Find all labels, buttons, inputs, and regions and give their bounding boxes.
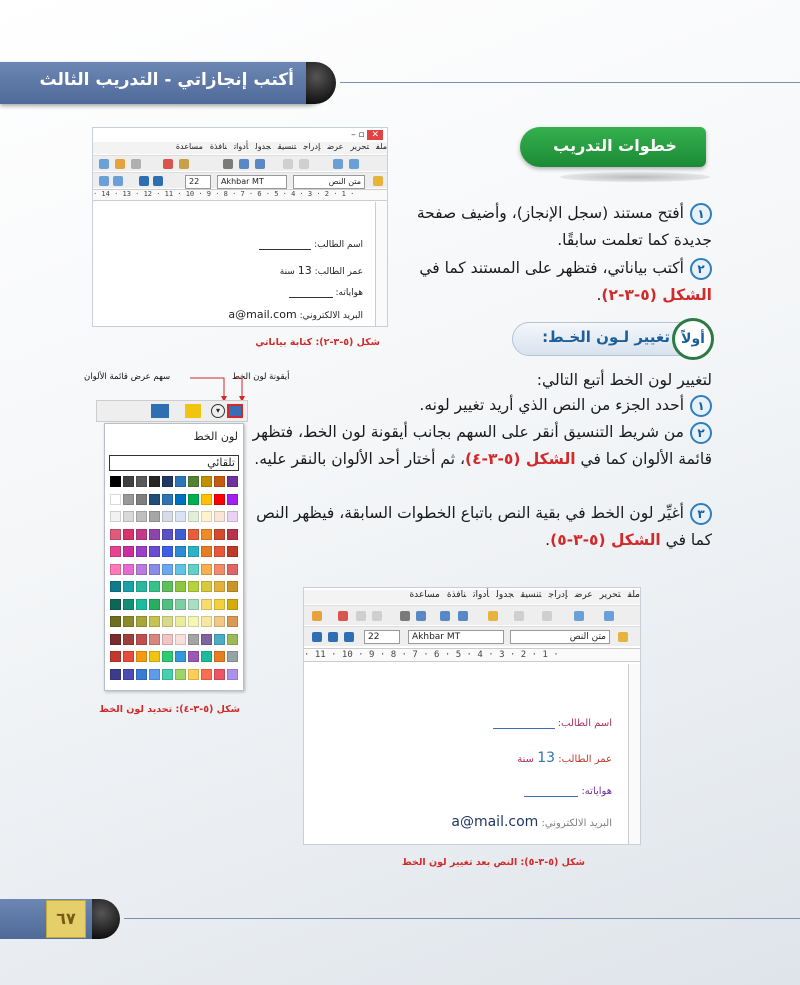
color-swatch[interactable] bbox=[110, 634, 121, 645]
color-swatch[interactable] bbox=[214, 599, 225, 610]
color-swatch[interactable] bbox=[110, 581, 121, 592]
font-name-combo[interactable]: Akhbar MT bbox=[217, 175, 287, 189]
color-swatch[interactable] bbox=[162, 494, 173, 505]
color-swatch[interactable] bbox=[123, 599, 134, 610]
color-swatch[interactable] bbox=[201, 651, 212, 662]
color-swatch[interactable] bbox=[136, 651, 147, 662]
menu-bar bbox=[93, 142, 387, 154]
font-shadow-icon[interactable] bbox=[328, 632, 338, 642]
color-swatch[interactable] bbox=[175, 476, 186, 487]
color-swatch[interactable] bbox=[175, 529, 186, 540]
horizontal-ruler: · 11 · 10 · 9 · 8 · 7 · 6 · 5 · 4 · 3 · 2 · 1 · bbox=[304, 648, 640, 662]
color-swatch[interactable] bbox=[201, 511, 212, 522]
color-swatch[interactable] bbox=[110, 529, 121, 540]
doc-name-line bbox=[259, 240, 363, 250]
color-swatch[interactable] bbox=[149, 616, 160, 627]
color-swatch[interactable] bbox=[149, 511, 160, 522]
age-value: 13 bbox=[297, 264, 312, 277]
color-swatch[interactable] bbox=[123, 546, 134, 557]
color-swatch[interactable] bbox=[162, 476, 173, 487]
standard-toolbar bbox=[93, 155, 387, 171]
color-swatch[interactable] bbox=[136, 564, 147, 575]
toolbar-icon[interactable] bbox=[458, 611, 468, 621]
step-number: ٢ bbox=[690, 422, 712, 444]
color-swatch[interactable] bbox=[162, 669, 173, 680]
color-swatch[interactable] bbox=[136, 529, 147, 540]
color-swatch[interactable] bbox=[214, 581, 225, 592]
color-swatch[interactable] bbox=[227, 669, 238, 680]
step-number: ٢ bbox=[690, 258, 712, 280]
color-swatch[interactable] bbox=[188, 581, 199, 592]
toolbar-icon[interactable] bbox=[131, 159, 141, 169]
menu-tools[interactable]: أدوات bbox=[473, 590, 490, 600]
color-swatch[interactable] bbox=[227, 634, 238, 645]
color-swatch[interactable] bbox=[201, 634, 212, 645]
color-swatch[interactable] bbox=[123, 476, 134, 487]
footer-cap bbox=[92, 899, 120, 939]
menu-edit[interactable]: تحرير bbox=[599, 590, 621, 600]
color-swatch[interactable] bbox=[123, 616, 134, 627]
palette-title: لون الخط bbox=[193, 430, 238, 443]
vertical-ruler bbox=[375, 202, 387, 326]
color-swatch[interactable] bbox=[201, 669, 212, 680]
figure-caption-2: شكل (٥-٣-٢): كتابة بياناتي bbox=[255, 337, 380, 348]
horizontal-ruler: · 14 · 13 · 12 · 11 · 10 · 9 · 8 · 7 · 6 · 5 · 4 · 3 · 2 · 1 · bbox=[93, 189, 387, 201]
standard-toolbar bbox=[304, 605, 640, 625]
menu-help[interactable]: مساعدة bbox=[175, 142, 203, 151]
toolbar-icon[interactable] bbox=[440, 611, 450, 621]
toolbar-icon[interactable] bbox=[356, 611, 366, 621]
menu-bar bbox=[304, 590, 640, 604]
email-label: البريد الالكتروني: bbox=[299, 311, 363, 321]
color-swatch[interactable] bbox=[175, 581, 186, 592]
color-swatch[interactable] bbox=[123, 511, 134, 522]
step-text-end: ، ثم أختار أحد الألوان بالنقر عليه. bbox=[254, 450, 465, 468]
color-swatch[interactable] bbox=[214, 494, 225, 505]
color-swatch[interactable] bbox=[149, 494, 160, 505]
color-swatch[interactable] bbox=[201, 599, 212, 610]
vertical-ruler bbox=[628, 664, 640, 844]
toolbar-icon[interactable] bbox=[372, 611, 382, 621]
doc-email-line bbox=[228, 308, 363, 321]
toolbar-icon[interactable] bbox=[416, 611, 426, 621]
font-color-icon[interactable] bbox=[227, 404, 243, 418]
color-swatch[interactable] bbox=[149, 651, 160, 662]
color-swatch[interactable] bbox=[214, 634, 225, 645]
font-name-combo[interactable]: Akhbar MT bbox=[408, 630, 504, 644]
toolbar-icon[interactable] bbox=[400, 611, 410, 621]
name-blank bbox=[259, 249, 311, 250]
color-swatch[interactable] bbox=[136, 616, 147, 627]
color-swatch[interactable] bbox=[162, 511, 173, 522]
color-swatch[interactable] bbox=[227, 564, 238, 575]
step-number: ٣ bbox=[690, 503, 712, 525]
toolbar-icon[interactable] bbox=[349, 159, 359, 169]
color-swatch[interactable] bbox=[123, 529, 134, 540]
color-swatch[interactable] bbox=[227, 616, 238, 627]
paragraph-style-combo[interactable]: متن النص bbox=[510, 630, 610, 644]
toolbar-icon[interactable] bbox=[542, 611, 552, 621]
hobbies-blank bbox=[289, 297, 333, 298]
color-swatch[interactable] bbox=[175, 634, 186, 645]
footer-rule bbox=[124, 918, 800, 919]
font-color-icon[interactable] bbox=[312, 632, 322, 642]
hobbies-label: هواياته: bbox=[581, 786, 612, 797]
toolbar-icon[interactable] bbox=[163, 159, 173, 169]
toolbar-icon[interactable] bbox=[604, 611, 614, 621]
toolbar-icon[interactable] bbox=[312, 611, 322, 621]
color-swatch[interactable] bbox=[123, 651, 134, 662]
color-swatch[interactable] bbox=[188, 476, 199, 487]
step-2 bbox=[400, 255, 712, 309]
page-number: ٦٧ bbox=[46, 900, 86, 938]
align-icon[interactable] bbox=[113, 176, 123, 186]
menu-edit[interactable]: تحرير bbox=[350, 142, 370, 151]
substep-3 bbox=[250, 500, 712, 554]
color-swatch[interactable] bbox=[188, 494, 199, 505]
color-swatch[interactable] bbox=[214, 669, 225, 680]
color-swatch[interactable] bbox=[188, 651, 199, 662]
menu-format[interactable]: تنسيق bbox=[520, 590, 542, 600]
color-swatch[interactable] bbox=[188, 634, 199, 645]
age-label: عمر الطالب: bbox=[314, 267, 363, 277]
format-toolbar-zoom bbox=[96, 400, 248, 422]
figure-reference: الشكل (٥-٣-٥) bbox=[550, 531, 661, 549]
step-number: ١ bbox=[690, 203, 712, 225]
section-badge: أولاً bbox=[672, 318, 714, 360]
step-text: أكتب بياناتي، فتظهر على المستند كما في bbox=[419, 259, 684, 277]
color-swatch[interactable] bbox=[149, 476, 160, 487]
menu-view[interactable]: عرض bbox=[327, 142, 344, 151]
color-swatch[interactable] bbox=[123, 634, 134, 645]
menu-file[interactable]: ملف bbox=[627, 590, 640, 600]
color-swatch[interactable] bbox=[149, 564, 160, 575]
color-swatch[interactable] bbox=[214, 616, 225, 627]
color-swatch[interactable] bbox=[175, 494, 186, 505]
color-swatch[interactable] bbox=[162, 651, 173, 662]
steps-heading: خطوات التدريب bbox=[553, 136, 677, 155]
color-swatch[interactable] bbox=[136, 546, 147, 557]
color-swatch[interactable] bbox=[188, 511, 199, 522]
color-swatch[interactable] bbox=[201, 529, 212, 540]
color-swatch[interactable] bbox=[110, 616, 121, 627]
figure-reference: الشكل (٥-٣-٢) bbox=[601, 286, 712, 304]
paragraph-style-combo[interactable]: متن النص bbox=[293, 175, 365, 189]
name-label: اسم الطالب: bbox=[557, 718, 612, 729]
color-swatch[interactable] bbox=[136, 634, 147, 645]
doc-name-line bbox=[493, 718, 613, 729]
age-value: 13 bbox=[537, 750, 556, 766]
color-swatch-grid bbox=[110, 476, 238, 686]
arrow-label: سهم عرض قائمة الألوان bbox=[84, 372, 171, 382]
color-swatch[interactable] bbox=[136, 511, 147, 522]
format-toolbar bbox=[304, 626, 640, 646]
writer-screenshot-1 bbox=[92, 127, 388, 327]
step-text: أغيِّر لون الخط في بقية النص باتباع الخطوات السابقة، فيظهر النص كما في bbox=[256, 504, 712, 549]
color-swatch[interactable] bbox=[188, 529, 199, 540]
color-swatch[interactable] bbox=[123, 669, 134, 680]
toolbar-icon[interactable] bbox=[239, 159, 249, 169]
substep-1 bbox=[250, 392, 712, 419]
color-swatch[interactable] bbox=[188, 546, 199, 557]
color-swatch[interactable] bbox=[188, 599, 199, 610]
color-swatch[interactable] bbox=[175, 599, 186, 610]
color-swatch[interactable] bbox=[136, 476, 147, 487]
substep-2 bbox=[250, 419, 712, 473]
menu-format[interactable]: تنسيق bbox=[277, 142, 297, 151]
toolbar-icon[interactable] bbox=[115, 159, 125, 169]
color-swatch[interactable] bbox=[214, 651, 225, 662]
color-swatch[interactable] bbox=[110, 546, 121, 557]
color-swatch[interactable] bbox=[175, 511, 186, 522]
toolbar-icon[interactable] bbox=[488, 611, 498, 621]
doc-email-line bbox=[451, 814, 612, 830]
step-number: ١ bbox=[690, 395, 712, 417]
format-toolbar bbox=[93, 172, 387, 188]
figure-caption-5: شكل (٥-٣-٥): النص بعد تغيير لون الخط bbox=[401, 857, 585, 868]
color-swatch[interactable] bbox=[162, 546, 173, 557]
figure-caption-4: شكل (٥-٣-٤): تحديد لون الخط bbox=[99, 704, 240, 715]
font-color-icon[interactable] bbox=[139, 176, 149, 186]
color-swatch[interactable] bbox=[214, 529, 225, 540]
toolbar-icon[interactable] bbox=[223, 159, 233, 169]
color-swatch[interactable] bbox=[227, 599, 238, 610]
chevron-down-icon[interactable]: ▾ bbox=[211, 404, 225, 418]
page-title: أكتب إنجازاتي - التدريب الثالث bbox=[39, 70, 294, 90]
color-swatch[interactable] bbox=[201, 494, 212, 505]
color-swatch[interactable] bbox=[175, 616, 186, 627]
color-swatch[interactable] bbox=[110, 599, 121, 610]
color-swatch[interactable] bbox=[110, 564, 121, 575]
menu-table[interactable]: جدول bbox=[255, 142, 271, 151]
toolbar-icon[interactable] bbox=[179, 159, 189, 169]
color-swatch[interactable] bbox=[175, 564, 186, 575]
step-1 bbox=[400, 200, 712, 254]
steps-heading-shadow bbox=[560, 172, 710, 182]
hobbies-blank bbox=[524, 796, 578, 797]
color-swatch[interactable] bbox=[162, 529, 173, 540]
menu-insert[interactable]: إدراج bbox=[548, 590, 568, 600]
doc-age-line bbox=[280, 264, 363, 277]
color-swatch[interactable] bbox=[136, 494, 147, 505]
icon-label: أيقونة لون الخط bbox=[232, 372, 290, 382]
color-swatch[interactable] bbox=[162, 599, 173, 610]
figure-reference: الشكل (٥-٣-٤) bbox=[464, 450, 576, 468]
toolbar-icon[interactable] bbox=[574, 611, 584, 621]
color-swatch[interactable] bbox=[188, 616, 199, 627]
color-swatch[interactable] bbox=[175, 651, 186, 662]
color-swatch[interactable] bbox=[227, 476, 238, 487]
color-swatch[interactable] bbox=[214, 564, 225, 575]
toolbar-icon[interactable] bbox=[283, 159, 293, 169]
step-text: من شريط التنسيق أنقر على السهم بجانب أيقونة لون الخط، فتظهر قائمة الألوان كما في bbox=[252, 423, 712, 468]
color-swatch[interactable] bbox=[149, 529, 160, 540]
color-swatch[interactable] bbox=[227, 581, 238, 592]
name-label: اسم الطالب: bbox=[314, 240, 363, 250]
color-swatch[interactable] bbox=[162, 581, 173, 592]
color-swatch[interactable] bbox=[175, 669, 186, 680]
doc-hobbies-line bbox=[289, 288, 363, 298]
step-text: أفتح مستند (سجل الإنجاز)، وأضيف صفحة جديدة كما تعلمت سابقًا. bbox=[416, 204, 712, 249]
menu-tools[interactable]: أدوات bbox=[233, 142, 249, 151]
color-swatch[interactable] bbox=[201, 581, 212, 592]
color-swatch[interactable] bbox=[149, 581, 160, 592]
color-swatch[interactable] bbox=[123, 581, 134, 592]
color-swatch[interactable] bbox=[110, 476, 121, 487]
menu-file[interactable]: ملف bbox=[376, 142, 387, 151]
color-swatch[interactable] bbox=[227, 651, 238, 662]
window-controls: – ▫ ✕ bbox=[351, 130, 383, 140]
toolbar-icon[interactable] bbox=[514, 611, 524, 621]
writer-screenshot-2 bbox=[303, 587, 641, 845]
intro-text: لتغيير لون الخط أتبع التالي: bbox=[536, 371, 712, 389]
highlight-icon[interactable] bbox=[185, 404, 201, 418]
step-text: أحدد الجزء من النص الذي أريد تغيير لونه. bbox=[419, 396, 684, 414]
color-swatch[interactable] bbox=[201, 476, 212, 487]
doc-hobbies-line bbox=[524, 786, 612, 797]
toolbar-icon[interactable] bbox=[373, 176, 383, 186]
automatic-color-option[interactable]: تلقائي bbox=[109, 455, 239, 471]
age-unit: سنة bbox=[517, 754, 535, 765]
color-swatch[interactable] bbox=[201, 616, 212, 627]
paragraph-icon[interactable] bbox=[151, 404, 169, 418]
color-swatch[interactable] bbox=[214, 546, 225, 557]
color-swatch[interactable] bbox=[110, 494, 121, 505]
step-text-end: . bbox=[545, 531, 551, 549]
color-swatch[interactable] bbox=[123, 564, 134, 575]
age-unit: سنة bbox=[279, 267, 295, 277]
outline-icon[interactable] bbox=[344, 632, 354, 642]
toolbar-icon[interactable] bbox=[618, 632, 628, 642]
section-heading: تغيير لـون الخـط: bbox=[542, 328, 670, 346]
color-swatch[interactable] bbox=[136, 669, 147, 680]
menu-table[interactable]: جدول bbox=[496, 590, 514, 600]
menu-view[interactable]: عرض bbox=[574, 590, 593, 600]
font-size-combo[interactable]: 22 bbox=[185, 175, 211, 189]
age-label: عمر الطالب: bbox=[558, 754, 612, 765]
color-swatch[interactable] bbox=[149, 599, 160, 610]
toolbar-icon[interactable] bbox=[299, 159, 309, 169]
color-swatch[interactable] bbox=[188, 669, 199, 680]
color-swatch[interactable] bbox=[110, 651, 121, 662]
color-swatch[interactable] bbox=[201, 564, 212, 575]
color-swatch[interactable] bbox=[175, 546, 186, 557]
header-cap bbox=[306, 62, 336, 104]
email-value: a@mail.com bbox=[228, 308, 297, 321]
color-swatch[interactable] bbox=[149, 634, 160, 645]
menu-insert[interactable]: إدراج bbox=[303, 142, 321, 151]
email-value: a@mail.com bbox=[451, 814, 539, 830]
color-swatch[interactable] bbox=[149, 669, 160, 680]
color-swatch[interactable] bbox=[227, 511, 238, 522]
color-swatch[interactable] bbox=[136, 599, 147, 610]
color-swatch[interactable] bbox=[149, 546, 160, 557]
color-swatch[interactable] bbox=[227, 529, 238, 540]
menu-window[interactable]: نافذة bbox=[446, 590, 467, 600]
color-swatch[interactable] bbox=[110, 669, 121, 680]
doc-age-line bbox=[517, 750, 612, 766]
toolbar-icon[interactable] bbox=[333, 159, 343, 169]
hobbies-label: هواياته: bbox=[335, 288, 363, 298]
toolbar-icon[interactable] bbox=[338, 611, 348, 621]
menu-window[interactable]: نافذة bbox=[209, 142, 227, 151]
menu-help[interactable]: مساعدة bbox=[409, 590, 440, 600]
color-swatch[interactable] bbox=[162, 634, 173, 645]
color-swatch[interactable] bbox=[214, 476, 225, 487]
font-size-combo[interactable]: 22 bbox=[364, 630, 400, 644]
color-swatch[interactable] bbox=[188, 564, 199, 575]
name-blank bbox=[493, 728, 555, 729]
color-swatch[interactable] bbox=[110, 511, 121, 522]
header-rule bbox=[340, 82, 800, 83]
color-swatch[interactable] bbox=[123, 494, 134, 505]
color-swatch[interactable] bbox=[162, 564, 173, 575]
color-swatch[interactable] bbox=[201, 546, 212, 557]
align-icon[interactable] bbox=[99, 176, 109, 186]
color-swatch[interactable] bbox=[227, 546, 238, 557]
email-label: البريد الالكتروني: bbox=[541, 818, 612, 829]
color-swatch[interactable] bbox=[136, 581, 147, 592]
toolbar-icon[interactable] bbox=[99, 159, 109, 169]
step-text-end: . bbox=[596, 286, 602, 304]
color-swatch[interactable] bbox=[214, 511, 225, 522]
color-swatch[interactable] bbox=[162, 616, 173, 627]
toolbar-icon[interactable] bbox=[255, 159, 265, 169]
font-shadow-icon[interactable] bbox=[153, 176, 163, 186]
color-swatch[interactable] bbox=[227, 494, 238, 505]
